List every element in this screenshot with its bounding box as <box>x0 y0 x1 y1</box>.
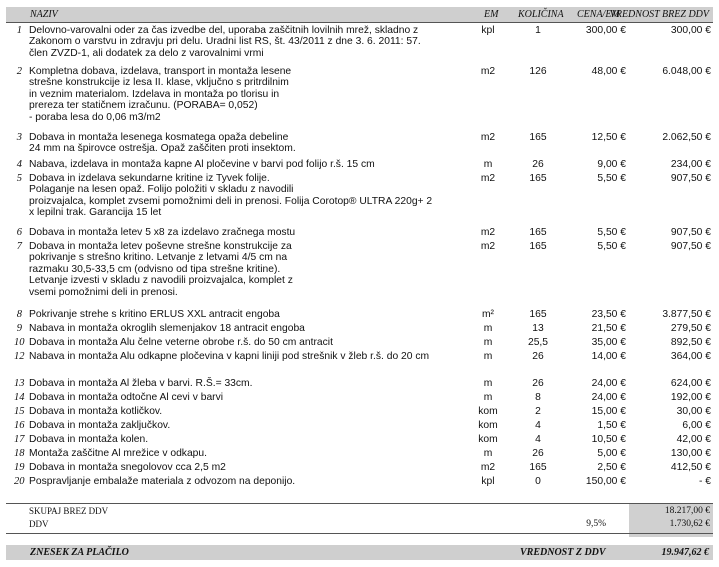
item-unit: m² <box>481 309 494 320</box>
item-value: 2.062,50 € <box>662 132 711 143</box>
item-quantity: 126 <box>529 66 547 77</box>
header-em: EM <box>484 9 499 20</box>
item-price: 21,50 € <box>591 323 626 334</box>
item-description: Dobava in montaža zaključkov. <box>29 420 171 431</box>
vat-rate: 9,5% <box>586 519 606 529</box>
item-quantity: 26 <box>532 448 544 459</box>
header-naziv: NAZIV <box>30 9 58 20</box>
item-value: 6,00 € <box>682 420 711 431</box>
item-value: 30,00 € <box>676 406 711 417</box>
item-number: 7 <box>16 241 22 252</box>
item-quantity: 165 <box>529 173 547 184</box>
item-description: Pospravljanje embalaže materiala z odvozom na deponijo. <box>29 476 296 487</box>
item-description: Montaža zaščitne Al mrežice v odkapu. <box>29 448 207 459</box>
item-description: Dobava in montaža Al žleba v barvi. R.Š.= 33cm. <box>29 378 253 389</box>
item-quantity: 2 <box>535 406 541 417</box>
item-value: 192,00 € <box>670 392 711 403</box>
item-value: 907,50 € <box>670 241 711 252</box>
item-description: Dobava in montaža snegolovov cca 2,5 m2 <box>29 462 226 473</box>
item-price: 24,00 € <box>591 378 626 389</box>
item-price: 15,00 € <box>591 406 626 417</box>
item-number: 3 <box>16 132 22 143</box>
item-unit: m <box>483 378 493 389</box>
item-price: 5,50 € <box>597 173 626 184</box>
item-number: 10 <box>14 337 25 348</box>
item-quantity: 26 <box>532 351 544 362</box>
item-number: 1 <box>16 25 22 36</box>
item-value: 42,00 € <box>676 434 711 445</box>
item-value: 907,50 € <box>670 173 711 184</box>
item-price: 5,00 € <box>597 448 626 459</box>
header-cena: CENA/EM <box>577 9 620 20</box>
item-price: 14,00 € <box>591 351 626 362</box>
item-price: 2,50 € <box>597 462 626 473</box>
item-description: Pokrivanje strehe s kritino ERLUS XXL antracit engoba <box>29 309 280 320</box>
item-description: Dobava in montaža letev 5 x8 za izdelavo zračnega mostu <box>29 227 296 238</box>
item-description: Dobava in montaža kolen. <box>29 434 149 445</box>
item-quantity: 165 <box>529 309 547 320</box>
item-quantity: 165 <box>529 132 547 143</box>
total-label: ZNESEK ZA PLAČILO <box>30 547 129 558</box>
item-quantity: 13 <box>532 323 544 334</box>
item-price: 5,50 € <box>597 241 626 252</box>
item-description: Dobava in montaža Alu čelne veterne obrobe r.š. do 50 cm antracit <box>29 337 333 348</box>
total-value: 19.947,62 € <box>661 547 709 558</box>
item-number: 6 <box>16 227 22 238</box>
item-description: Dobava in izdelava sekundarne kritine iz Tyvek folije. Polaganje na lesen opaž. Folijo položiti v skladu z navodili proizvajalca, komplet zvsemi pomožnimi deli in prenosi. Folija Corotop® ULTRA 220g+ 2 x lepilni trak. Garancija 15 let <box>29 173 433 219</box>
total-bar <box>6 545 713 560</box>
item-value: 412,50 € <box>670 462 711 473</box>
item-price: 1,50 € <box>597 420 626 431</box>
item-number: 16 <box>14 420 25 431</box>
item-unit: m <box>483 337 493 348</box>
item-quantity: 1 <box>535 25 541 36</box>
item-unit: m2 <box>480 462 496 473</box>
item-number: 9 <box>16 323 22 334</box>
item-description: Dobava in montaža odtočne Al cevi v barvi <box>29 392 224 403</box>
item-value: 6.048,00 € <box>662 66 711 77</box>
item-price: 24,00 € <box>591 392 626 403</box>
item-description: Dobava in montaža letev poševne strešne konstrukcije za pokrivanje s strešno kritino. Letvanje z letvami 4/5 cm na razmaku 30,5-33,5 cm (odvisno od tipa strešne kritine). Letvanje izvesti v skladu z navodili proizvajalca, komplet z vsemi pomožnimi deli in prenosi. <box>29 241 293 298</box>
item-unit: kpl <box>481 476 495 487</box>
vat-label: DDV <box>29 519 49 529</box>
item-value: 907,50 € <box>670 227 711 238</box>
item-quantity: 8 <box>535 392 541 403</box>
item-quantity: 4 <box>535 420 541 431</box>
item-number: 8 <box>16 309 22 320</box>
item-value: 130,00 € <box>670 448 711 459</box>
vat-divider <box>6 533 713 534</box>
item-unit: kom <box>478 434 498 445</box>
item-value: 234,00 € <box>670 159 711 170</box>
item-unit: kom <box>478 420 498 431</box>
item-quantity: 0 <box>535 476 541 487</box>
item-value: 3.877,50 € <box>662 309 711 320</box>
item-price: 12,50 € <box>591 132 626 143</box>
item-unit: m2 <box>480 66 496 77</box>
item-price: 35,00 € <box>591 337 626 348</box>
item-price: 150,00 € <box>585 476 626 487</box>
item-quantity: 26 <box>532 378 544 389</box>
item-value: 364,00 € <box>670 351 711 362</box>
item-value: - € <box>698 476 711 487</box>
item-price: 5,50 € <box>597 227 626 238</box>
item-description: Dobava in montaža lesenega kosmatega opaža debeline 24 mm na špirovce ostrešja. Opaž zaščiten proti insektom. <box>29 132 296 155</box>
item-number: 5 <box>16 173 22 184</box>
item-value: 300,00 € <box>670 25 711 36</box>
item-unit: kom <box>478 406 498 417</box>
item-unit: m <box>483 448 493 459</box>
item-number: 14 <box>14 392 25 403</box>
item-price: 48,00 € <box>591 66 626 77</box>
item-value: 892,50 € <box>670 337 711 348</box>
item-price: 10,50 € <box>591 434 626 445</box>
vat-value: 1.730,62 € <box>669 519 710 529</box>
subtotal-label: SKUPAJ BREZ DDV <box>29 506 109 516</box>
item-number: 19 <box>14 462 25 473</box>
item-unit: m <box>483 351 493 362</box>
item-quantity: 165 <box>529 462 547 473</box>
item-value: 624,00 € <box>670 378 711 389</box>
item-number: 2 <box>16 66 22 77</box>
item-price: 300,00 € <box>585 25 626 36</box>
item-description: Dobava in montaža kotličkov. <box>29 406 163 417</box>
item-number: 13 <box>14 378 25 389</box>
summary-divider <box>6 503 713 504</box>
item-unit: kpl <box>481 25 495 36</box>
item-unit: m2 <box>480 173 496 184</box>
item-quantity: 26 <box>532 159 544 170</box>
item-quantity: 165 <box>529 241 547 252</box>
item-description: Kompletna dobava, izdelava, transport in montaža lesene strešne konstrukcije iz lesa II. klase, vključno s pritrdilnim in veznim materialom. Izdelava in montaža po tlorisu in prereza ter statičnem izračunu. (PORABA= 0,052) - poraba lesa do 0,06 m3/m2 <box>29 66 292 123</box>
item-value: 279,50 € <box>670 323 711 334</box>
item-unit: m2 <box>480 227 496 238</box>
subtotal-value: 18.217,00 € <box>664 506 710 516</box>
item-number: 15 <box>14 406 25 417</box>
total-vat-label: VREDNOST Z DDV <box>520 547 606 558</box>
item-number: 17 <box>14 434 25 445</box>
item-price: 9,00 € <box>597 159 626 170</box>
item-description: Nabava in montaža Alu odkapne pločevina v kapni liniji pod strešnik v žleb r.š. do 20 cm <box>29 351 430 362</box>
item-unit: m <box>483 323 493 334</box>
item-description: Nabava in montaža okroglih slemenjakov 18 antracit engoba <box>29 323 305 334</box>
item-unit: m2 <box>480 241 496 252</box>
header-kolicina: KOLIČINA <box>518 9 564 20</box>
item-price: 23,50 € <box>591 309 626 320</box>
item-quantity: 165 <box>529 227 547 238</box>
table-header <box>6 7 713 23</box>
item-quantity: 4 <box>535 434 541 445</box>
item-number: 4 <box>16 159 22 170</box>
item-number: 20 <box>14 476 25 487</box>
item-unit: m <box>483 159 493 170</box>
item-quantity: 25,5 <box>527 337 549 348</box>
item-description: Nabava, izdelava in montaža kapne Al pločevine v barvi pod folijo r.š. 15 cm <box>29 159 375 170</box>
item-number: 12 <box>14 351 25 362</box>
item-unit: m2 <box>480 132 496 143</box>
item-unit: m <box>483 392 493 403</box>
header-vrednost: VREDNOST BREZ DDV <box>609 9 709 20</box>
item-description: Delovno-varovalni oder za čas izvedbe del, uporaba zaščitnih lovilnih mrež, skladno z Zakonom o varstvu in zdravju pri delu. Uradni list RS, št. 43/2011 z dne 3. 6. 2011: 57. člen ZVZD-1, ali dodatek za delo z varovalnimi vrmi <box>29 25 421 59</box>
item-number: 18 <box>14 448 25 459</box>
